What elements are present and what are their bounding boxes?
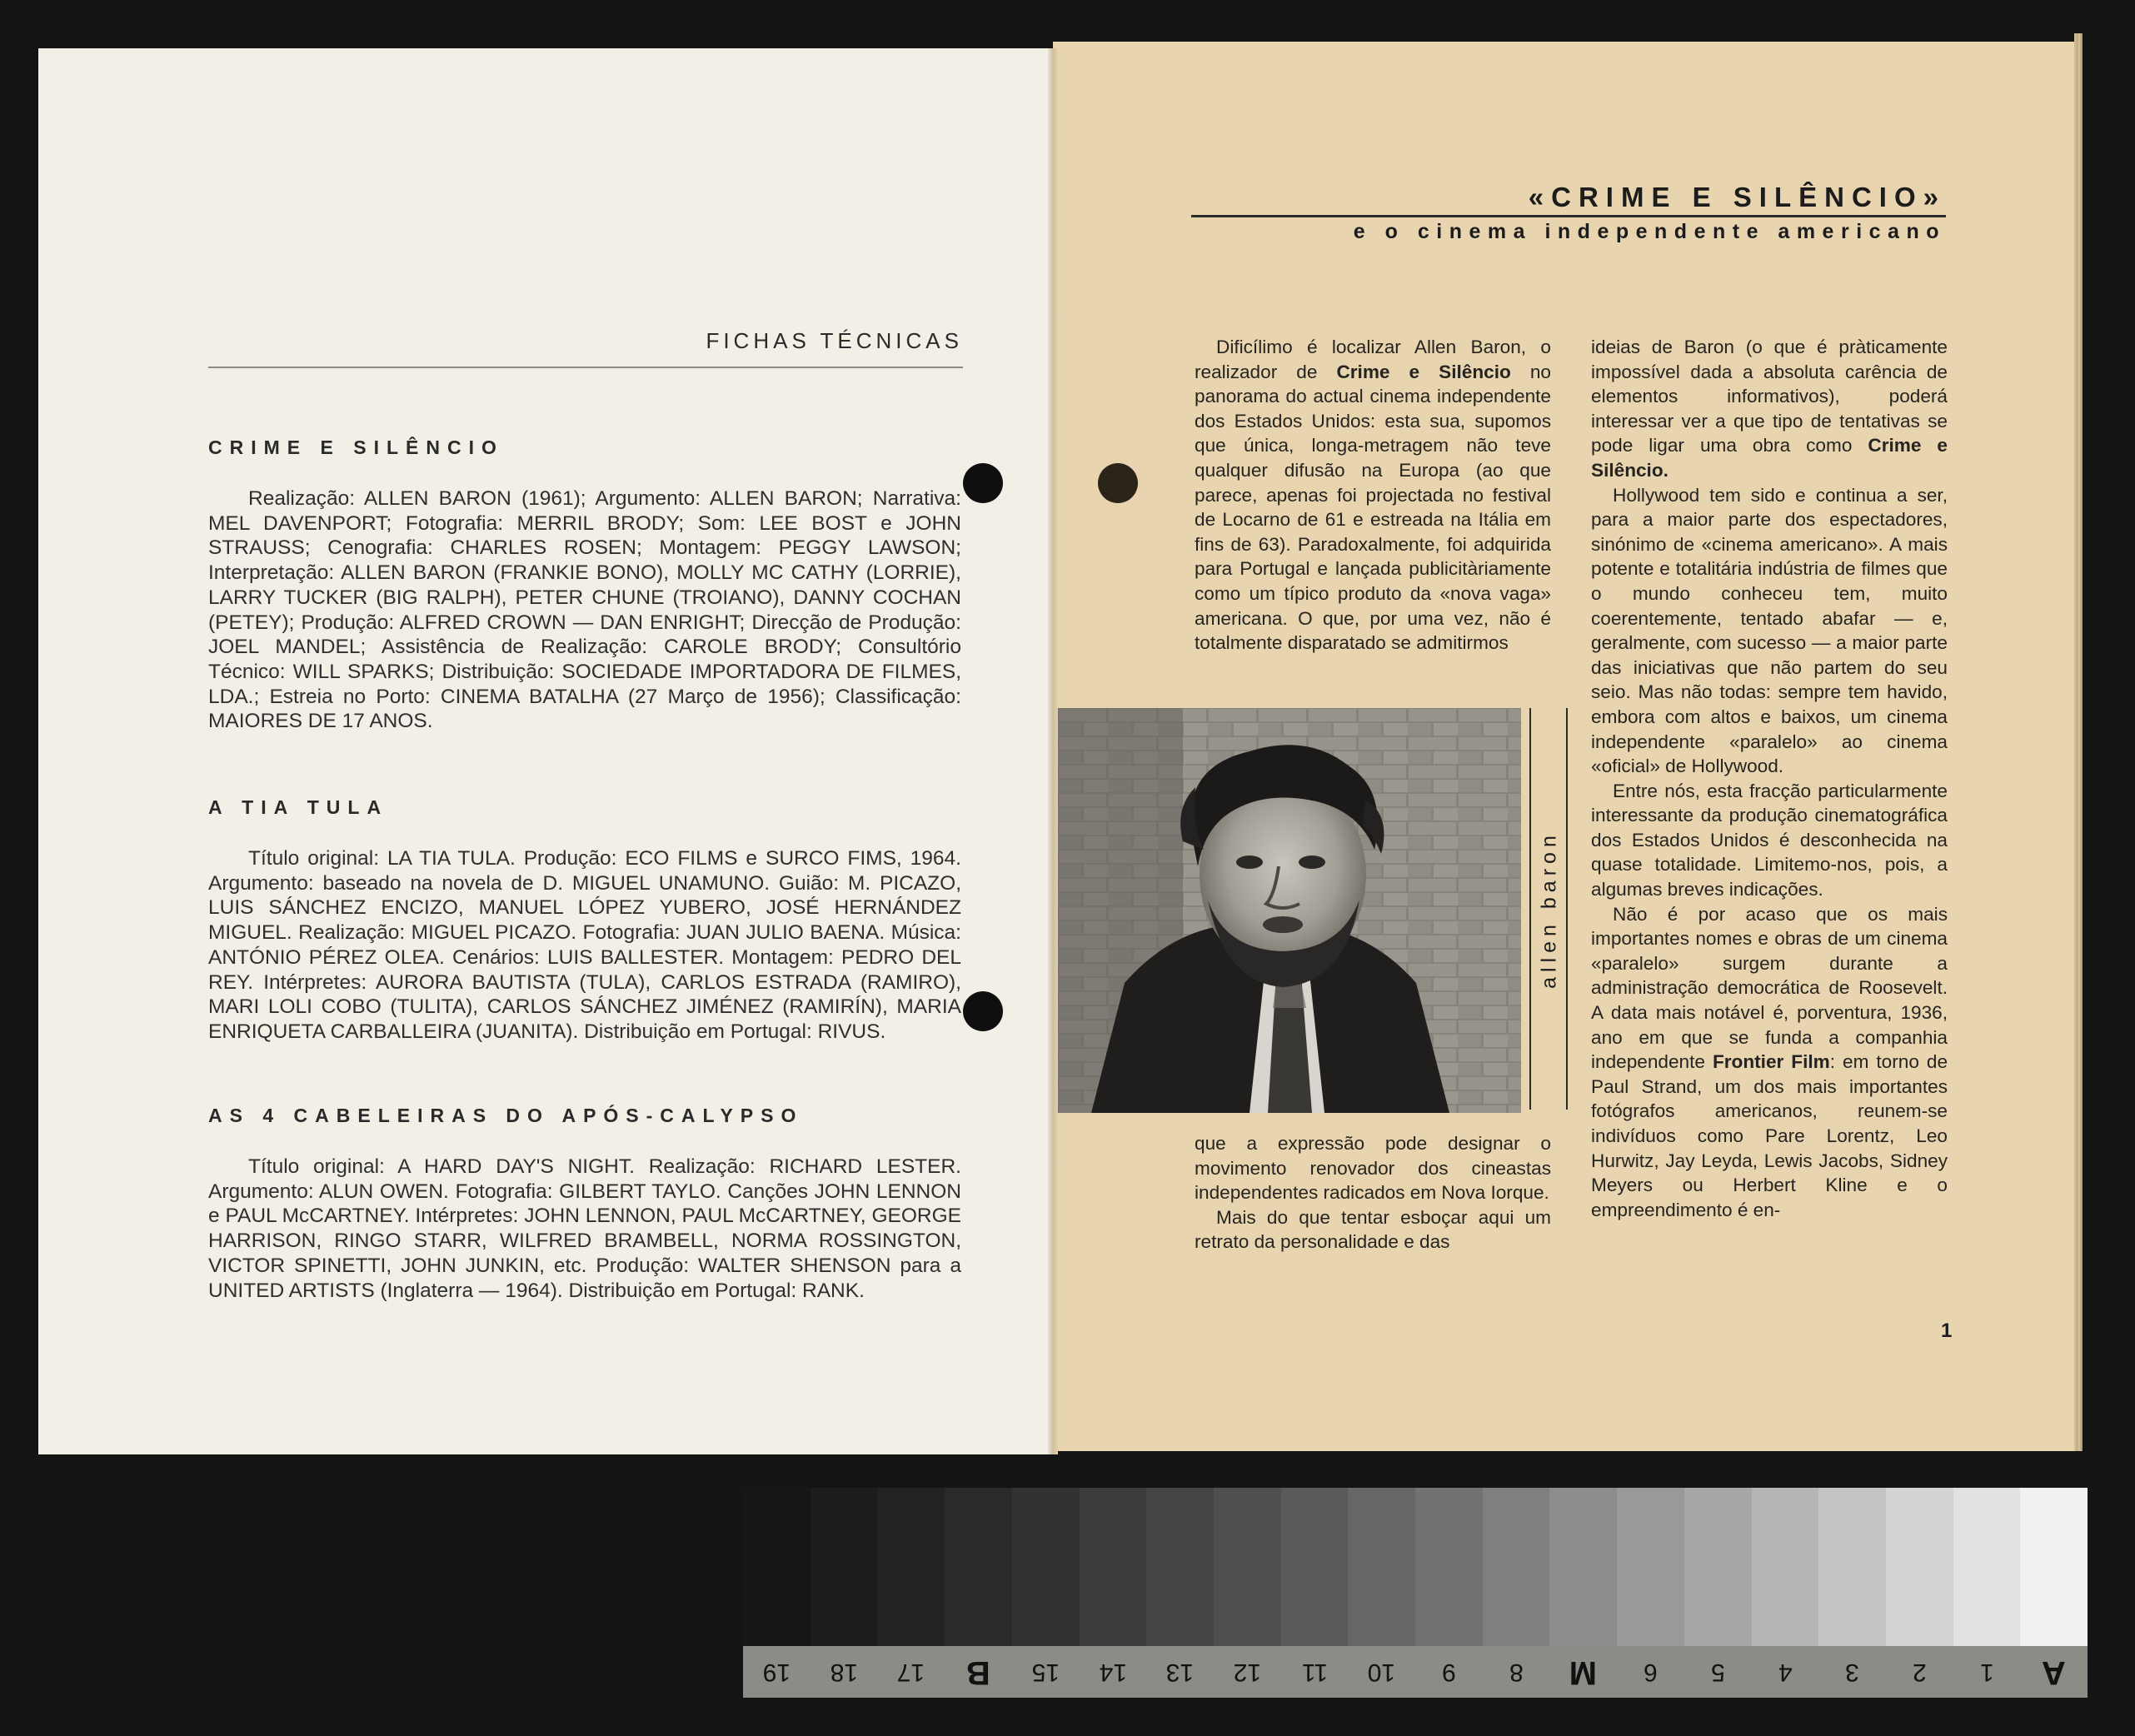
gray-patch [1886, 1488, 1953, 1646]
gray-patch [1818, 1488, 1886, 1646]
film-title: AS 4 CABELEIRAS DO APÓS-CALYPSO [208, 1105, 804, 1126]
page-number: 1 [1941, 1319, 1953, 1342]
film-title: CRIME E SILÊNCIO [208, 436, 504, 458]
scale-label: 10 [1368, 1659, 1396, 1686]
scale-label: 3 [1845, 1659, 1859, 1686]
scale-label: 9 [1442, 1659, 1456, 1686]
scale-label: 2 [1912, 1659, 1927, 1686]
article-title: «CRIME E SILÊNCIO» [1528, 182, 1946, 212]
film-credits: Título original: A HARD DAY'S NIGHT. Realização: RICHARD LESTER. Argumento: ALUN OWEN. Fotografia: GILBERT TAYLO. Canções JOHN LENNON e PAUL McCARTNEY. Intérpretes: JOHN LENNON, PAUL McCARTNEY, GEORGE HARRISON, RINGO STARR, WILFRED BRAMBELL, NORMA ROSSINGTON, VICTOR SPINETTI, JOHN JUNKIN, etc. Produção: WALTER SHENSON para a UNITED ARTISTS (Inglaterra — 1964). Distribuição em Portugal: RANK. [208, 1155, 961, 1302]
scale-label: 17 [897, 1659, 925, 1686]
scale-label: 15 [1031, 1659, 1060, 1686]
gray-patch [1214, 1488, 1281, 1646]
scale-label: 18 [830, 1659, 858, 1686]
paragraph: Mais do que tentar esboçar aqui um retrato da personalidade e das [1195, 1206, 1551, 1253]
film-credits: Realização: ALLEN BARON (1961); Argumento: ALLEN BARON; Narrativa: MEL DAVENPORT; Fotografia: MERRIL BRODY; Som: LEE BOST e JOHN STRAUSS; Cenografia: CHARLES ROSEN; Montagem: PEGGY LAWSON; Interpretação: ALLEN BARON (FRANKIE BONO), MOLLY MC CATHY (LORRIE), LARRY TUCKER (BIG RALPH), PETER CHUNE (TROIANO), DANNY COCHAN (PETEY); Produção: ALFRED CROWN — DAN ENRIGHT; Direcção de Produção: JOEL MANDEL; Assistência de Realização: CAROLE BRODY; Consultório Técnico: WILL SPARKS; Distribuição: SOCIEDADE IMPORTADORA DE FILMES, LDA.; Estreia no Porto: CINEMA BATALHA (27 Março de 1956); Classificação: MAIORES DE 17 ANOS. [208, 487, 961, 733]
scale-label: B [966, 1654, 990, 1691]
scale-label: 14 [1099, 1659, 1127, 1686]
gray-patch [1281, 1488, 1349, 1646]
punch-hole [963, 463, 1003, 503]
punch-hole [1098, 463, 1138, 503]
gray-patch [1752, 1488, 1819, 1646]
gray-patch [1684, 1488, 1752, 1646]
scale-label: 13 [1165, 1659, 1195, 1686]
gray-patch [1348, 1488, 1415, 1646]
scale-label: 19 [762, 1659, 791, 1686]
film-credits: Título original: LA TIA TULA. Produção: ECO FILMS e SURCO FIMS, 1964. Argumento: baseado na novela de D. MIGUEL UNAMUNO. Guião: M. PICAZO, LUIS SÁNCHEZ ENCIZO, MANUEL LÓPEZ YUBERO, JOSÉ HERNÁNDEZ MIGUEL. Realização: MIGUEL PICAZO. Fotografia: JUAN JULIO BAENA. Música: ANTÓNIO PÉREZ OLEA. Cenários: LUIS BALLESTER. Montagem: PEDRO DEL REY. Intérpretes: AURORA BAUTISTA (TULA), CARLOS ESTRADA (RAMIRO), MARI LOLI COBO (TULITA), CARLOS SÁNCHEZ JIMÉNEZ (RAMIRÍN), MARIA ENRIQUETA CARBALLEIRA (JUANITA). Distribuição em Portugal: RIVUS. [208, 847, 961, 1043]
photo-caption: allen baron [1537, 831, 1561, 989]
scale-label: A [2042, 1654, 2067, 1691]
gray-patch [945, 1488, 1012, 1646]
gray-patch [1953, 1488, 2021, 1646]
gray-patch [877, 1488, 945, 1646]
scale-label: 1 [1979, 1659, 1994, 1686]
paragraph: Não é por acaso que os mais importantes nomes e obras de um cinema «paralelo» surgem durante a administração democrática de Roosevelt. A data mais notável é, porventura, 1936, ano em que se funda a companhia independente Frontier Film: em torno de Paul Strand, um dos mais importantes fotógrafos americanos, reunem-se indivíduos como Pare Lorentz, Leo Hurwitz, Jay Leyda, Lewis Jacobs, Sidney Meyers ou Herbert Kline e o empreendimento é en- [1591, 903, 1948, 1220]
scale-label: 11 [1301, 1659, 1328, 1686]
film-title: A TIA TULA [208, 796, 389, 818]
gray-patch [2020, 1488, 2088, 1646]
paragraph: ideias de Baron (o que é pràticamente impossível dada a absoluta carência de elementos informativos), poderá interessar ver a que tipo de tentativas se pode ligar uma obra como Crime e Silêncio. [1591, 337, 1948, 481]
gray-patch [1483, 1488, 1550, 1646]
page-edges [2074, 33, 2083, 1451]
gray-patch [743, 1488, 811, 1646]
book-gutter [1048, 48, 1058, 1454]
title-rule [1191, 215, 1946, 217]
article-column-1-top [1195, 335, 1551, 656]
gray-patch [1012, 1488, 1080, 1646]
scale-label: 6 [1644, 1659, 1658, 1686]
scale-label: 5 [1710, 1659, 1725, 1686]
page-heading: FICHAS TÉCNICAS [706, 328, 963, 353]
heading-rule [208, 367, 963, 368]
scale-label: 12 [1233, 1659, 1261, 1686]
grayscale-color-target [743, 1488, 2088, 1646]
article-subtitle: e o cinema independente americano [1353, 220, 1946, 243]
gray-patch [1080, 1488, 1147, 1646]
paragraph: Entre nós, esta fracção particularmente interessante da produção cinematográfica dos Estados Unidos é desconhecida na quase totalidade. Limitemo-nos, pois, a algumas breves indicações. [1591, 780, 1948, 900]
allen-baron-photo [1058, 708, 1521, 1113]
gray-patch [1146, 1488, 1214, 1646]
portrait-illustration [1058, 708, 1521, 1113]
grayscale-scale-labels [743, 1646, 2088, 1698]
gray-patch [1617, 1488, 1684, 1646]
scale-label: 4 [1778, 1659, 1793, 1686]
paragraph: Hollywood tem sido e continua a ser, para a maior parte dos espectadores, sinónimo de «cinema americano». A mais potente e totalitária indústria de filmes que o mundo conheceu tem, muito coerentemente, tentado abafar — e, geralmente, com sucesso — a maior parte das iniciativas que não partem do seu seio. Mas não todas: sempre tem havido, embora com altos e baixos, um cinema independente «paralelo» ao cinema «oficial» de Hollywood. [1591, 484, 1948, 777]
gray-patch [811, 1488, 878, 1646]
paragraph: Dificílimo é localizar Allen Baron, o realizador de Crime e Silêncio no panorama do actual cinema independente dos Estados Unidos: esta sua, supomos que única, longa-metragem não teve qualquer difusão na Europa (ao que parece, apenas foi projectada no festival de Locarno de 61 e estreada na Itália em fins de 63). Paradoxalmente, foi adquirida para Portugal e lançada publicitàriamente como um típico produto da «nova vaga» americana. O que, por uma vez, não é totalmente disparatado se admitirmos [1195, 337, 1551, 654]
scale-label: 8 [1509, 1659, 1524, 1686]
paragraph: que a expressão pode designar o movimento renovador dos cineastas independentes radicados em Nova Iorque. [1195, 1133, 1551, 1204]
gray-patch [1549, 1488, 1617, 1646]
article-column-1-bottom [1195, 1131, 1551, 1255]
punch-hole [963, 991, 1003, 1031]
gray-patch [1415, 1488, 1483, 1646]
scale-label: M [1569, 1654, 1598, 1691]
article-column-2 [1591, 335, 1948, 1222]
